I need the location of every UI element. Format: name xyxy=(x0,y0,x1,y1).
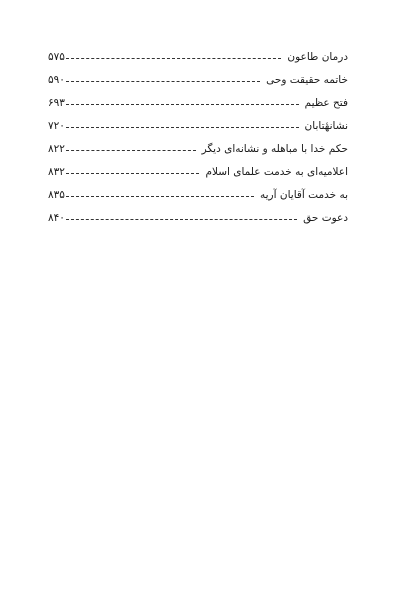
toc-entry[interactable] xyxy=(48,115,348,138)
toc-entry-page: ۸۲۲ xyxy=(48,143,65,155)
toc-entry[interactable] xyxy=(48,69,348,92)
toc-entry[interactable] xyxy=(48,161,348,184)
toc-dot-leader xyxy=(66,219,297,220)
toc-entry-page: ۶۹۳ xyxy=(48,97,65,109)
toc-entry-title: خاتمه حقیقت وحی xyxy=(266,74,348,86)
toc-entry-page: ۸۳۲ xyxy=(48,166,65,178)
toc-entry-page: ۵۹۰ xyxy=(48,74,65,86)
toc-entry[interactable] xyxy=(48,207,348,230)
table-of-contents xyxy=(48,46,348,230)
toc-entry[interactable] xyxy=(48,46,348,69)
toc-entry-page: ۸۳۵ xyxy=(48,189,65,201)
toc-entry-title: اعلامیه‌ای به خدمت علمای اسلام xyxy=(205,166,348,178)
toc-entry-title: درمان طاعون xyxy=(287,51,348,63)
toc-entry[interactable] xyxy=(48,184,348,207)
toc-dot-leader xyxy=(66,173,200,174)
toc-entry-page: ۷۲۰ xyxy=(48,120,65,132)
toc-entry-title: نشانهٔتابان xyxy=(304,120,348,132)
toc-dot-leader xyxy=(66,81,260,82)
toc-entry-page: ۵۷۵ xyxy=(48,51,65,63)
toc-dot-leader xyxy=(66,104,299,105)
toc-entry-title: فتح عظیم xyxy=(304,97,348,109)
toc-entry-title: به خدمت آقایان آریه xyxy=(259,189,348,201)
toc-entry[interactable] xyxy=(48,92,348,115)
toc-dot-leader xyxy=(66,127,299,128)
toc-entry-title: حکم خدا با مباهله و نشانه‌ای دیگر xyxy=(201,143,348,155)
toc-entry-page: ۸۴۰ xyxy=(48,212,65,224)
toc-entry[interactable] xyxy=(48,138,348,161)
toc-dot-leader xyxy=(66,196,254,197)
toc-dot-leader xyxy=(66,58,282,59)
toc-entry-title: دعوت حق xyxy=(303,212,348,224)
toc-dot-leader xyxy=(66,150,196,151)
